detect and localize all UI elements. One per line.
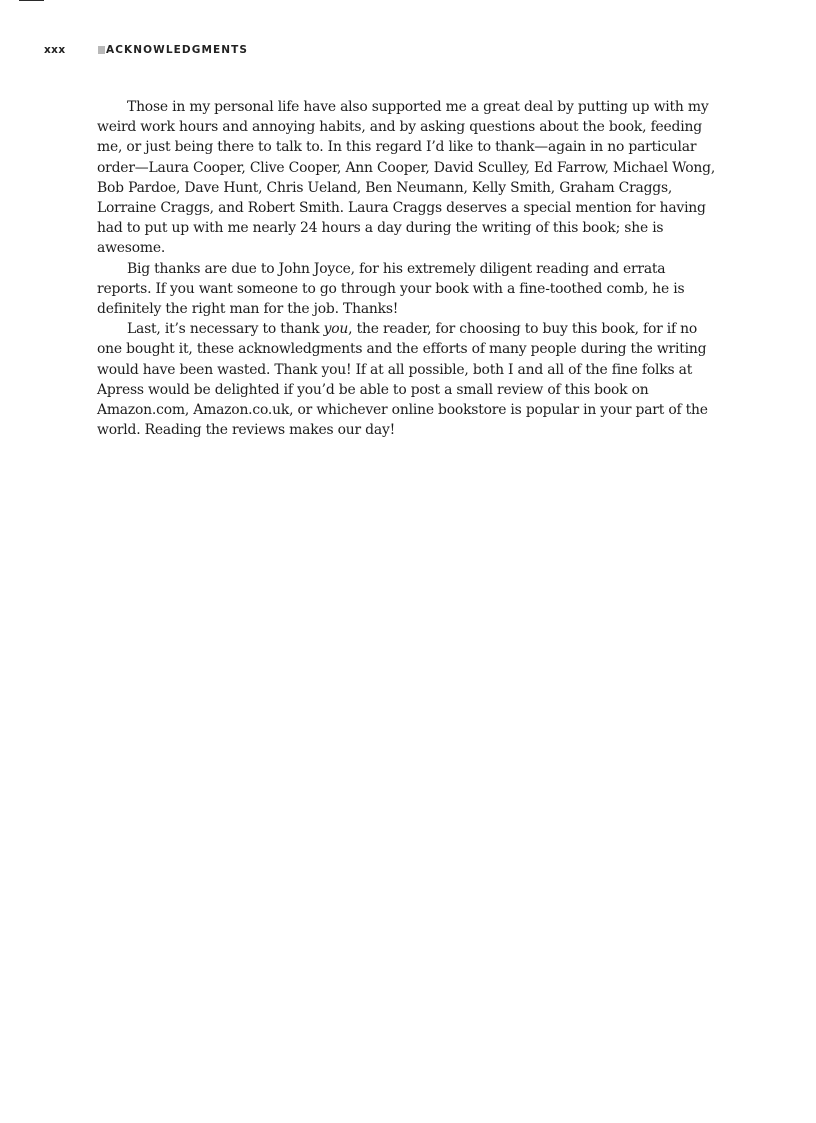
running-head [44,43,248,57]
top-rule [19,0,44,1]
section-title: ACKNOWLEDGMENTS [106,44,249,56]
paragraph-reader-thanks [97,319,722,440]
section-marker [98,46,105,54]
paragraph-text: Those in my personal life have also supported me a great deal by putting up with my weird work hours and annoying habits, and by asking questions about the book, feeding me, or just being there to talk to. In this regard I’d like to thank—again in no particular order—Laura Cooper, Clive Cooper, Ann Cooper, David Sculley, Ed Farrow, Michael Wong, Bob Pardoe, Dave Hunt, Chris Ueland, Ben Neumann, Kelly Smith, Graham Craggs, Lorraine Craggs, and Robert Smith. Laura Craggs deserves a special mention for having had to put up with me nearly 24 hours a day during the writing of this book; she is awesome. [97,99,716,257]
paragraph-errata-thanks [97,259,722,320]
paragraph-text: Last, it’s necessary to thank [127,321,324,338]
emphasis-you: you [323,321,349,338]
paragraph-text: Big thanks are due to John Joyce, for his extremely diligent reading and errata reports. If you want someone to go through your book with a fine-toothed comb, he is definitely the right man for the job. Thanks! [97,260,685,318]
paragraph-personal-thanks [97,97,722,259]
paragraph-text-continued: , the reader, for choosing to buy this book, for if no one bought it, these acknowledgments and the efforts of many people during the writing would have been wasted. Thank you! If at all possible, both I and all of the fine folks at Apress would be delighted if you’d be able to post a small review of this book on Amazon.com, Amazon.co.uk, or whichever online bookstore is popular in your part of the world. Reading the reviews makes our day! [97,321,708,439]
page-number: xxx [44,44,66,56]
body-text [97,97,722,440]
